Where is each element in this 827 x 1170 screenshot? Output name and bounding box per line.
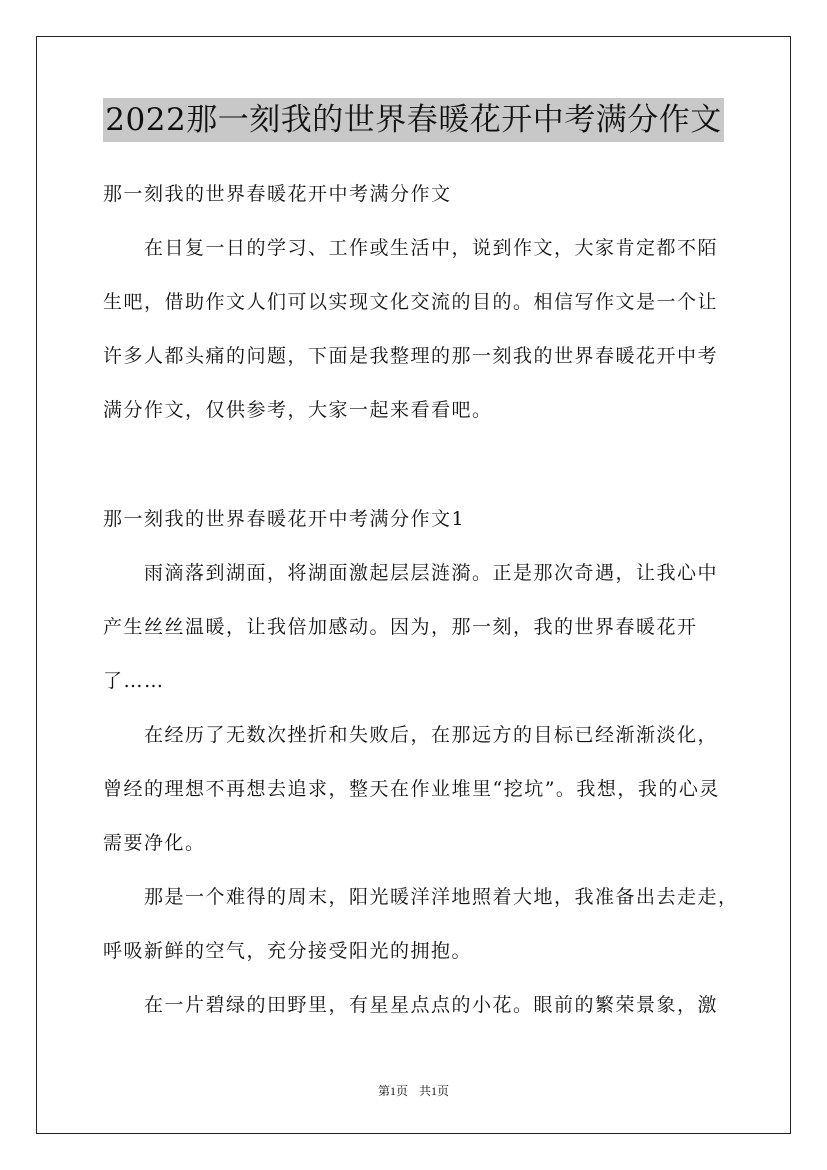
paragraph-line: 了…… [103,670,165,692]
paragraph-line: 那是一个难得的周末，阳光暖洋洋地照着大地，我准备出去走走， [144,886,739,908]
page-total: 共1页 [419,1084,450,1098]
title-container [0,98,827,142]
paragraph-line: 在一片碧绿的田野里，有星星点点的小花。眼前的繁荣景象，激 [144,994,719,1016]
paragraph-line: 需要净化。 [103,832,206,854]
paragraph-line: 在经历了无数次挫折和失败后，在那远方的目标已经渐渐淡化， [144,724,719,746]
paragraph-line: 许多人都头痛的问题，下面是我整理的那一刻我的世界春暖花开中考 [103,345,719,367]
document-title: 2022那一刻我的世界春暖花开中考满分作文 [103,98,723,142]
section-heading: 那一刻我的世界春暖花开中考满分作文1 [103,508,466,530]
paragraph-line: 呼吸新鲜的空气，充分接受阳光的拥抱。 [103,940,473,962]
page-footer [0,1082,827,1099]
page-number: 第1页 [377,1084,408,1098]
paragraph-line: 雨滴落到湖面，将湖面激起层层涟漪。正是那次奇遇，让我心中 [144,562,719,584]
paragraph-line: 在日复一日的学习、工作或生活中，说到作文，大家肯定都不陌 [144,237,719,259]
subtitle: 那一刻我的世界春暖花开中考满分作文 [103,183,452,205]
paragraph-line: 生吧，借助作文人们可以实现文化交流的目的。相信写作文是一个让 [103,291,719,313]
paragraph-line: 产生丝丝温暖，让我倍加感动。因为，那一刻，我的世界春暖花开 [103,616,698,638]
paragraph-line: 满分作文，仅供参考，大家一起来看看吧。 [103,399,493,421]
paragraph-line: 曾经的理想不再想去追求，整天在作业堆里“挖坑”。我想，我的心灵 [103,778,720,800]
